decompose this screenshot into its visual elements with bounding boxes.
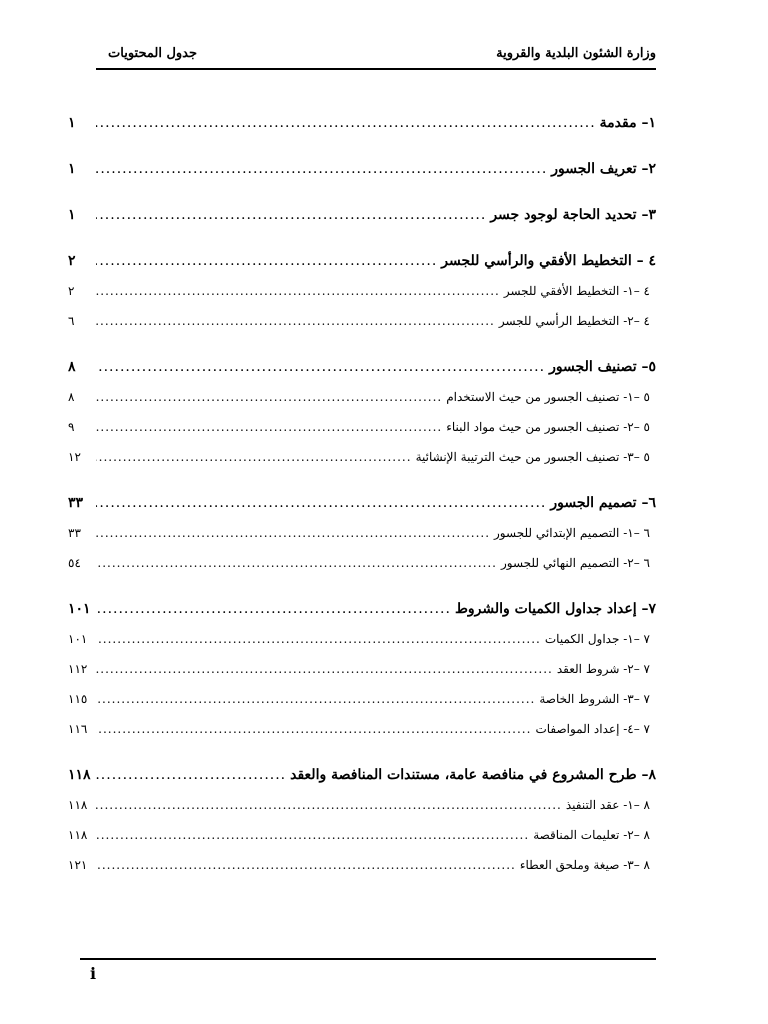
toc-section-entry[interactable] xyxy=(68,714,656,744)
toc-entry-title: ٥– تصنيف الجسور xyxy=(549,359,656,375)
toc-section-entry[interactable] xyxy=(68,654,656,684)
toc-entry-title: ٧ –٤- إعداد المواصفات xyxy=(535,722,650,736)
toc-page-number: ١١٥ xyxy=(68,692,88,706)
toc-dot-leader xyxy=(96,790,562,820)
toc-entry-title: ٨ –٣- صيغة وملحق العطاء xyxy=(519,858,650,872)
toc-entry-title: ٧ –١- جداول الكميات xyxy=(544,632,650,646)
toc-chapter-entry[interactable] xyxy=(68,352,656,382)
toc-page-number: ٥٤ xyxy=(68,556,81,570)
toc-page-number: ١ xyxy=(68,161,76,177)
toc-page-number: ١١٨ xyxy=(68,828,88,842)
toc-dot-leader xyxy=(96,654,553,684)
toc-dot-leader xyxy=(96,246,437,276)
toc-page-number: ٣٣ xyxy=(68,495,84,511)
toc-dot-leader xyxy=(96,200,486,230)
toc-dot-leader xyxy=(96,488,546,518)
toc-entry-title: ٥ –٢- تصنيف الجسور من حيث مواد البناء xyxy=(446,420,650,434)
toc-page-number: ٢ xyxy=(68,253,76,269)
toc-section-entry[interactable] xyxy=(68,624,656,654)
toc-dot-leader xyxy=(96,518,490,548)
toc-dot-leader xyxy=(96,154,547,184)
toc-section-entry[interactable] xyxy=(68,790,656,820)
toc-dot-leader xyxy=(96,352,545,382)
toc-entry-title: ٥ –١- تصنيف الجسور من حيث الاستخدام xyxy=(446,390,650,404)
toc-page-number: ١١٨ xyxy=(68,798,88,812)
toc-section-entry[interactable] xyxy=(68,382,656,412)
toc-section-entry[interactable] xyxy=(68,412,656,442)
toc-section-entry[interactable] xyxy=(68,306,656,336)
ministry-name: وزارة الشئون البلدية والقروية xyxy=(496,46,656,61)
toc-page-number: ٩ xyxy=(68,420,75,434)
toc-dot-leader xyxy=(96,684,535,714)
toc-entry-title: ٢– تعريف الجسور xyxy=(551,161,656,177)
toc-chapter-entry[interactable] xyxy=(68,200,656,230)
toc-entry-title: ٧ –٢- شروط العقد xyxy=(556,662,650,676)
toc-entry-title: ٨– طرح المشروع في منافصة عامة، مستندات المنافصة والعقد xyxy=(290,767,656,783)
toc-page-number: ٣٣ xyxy=(68,526,81,540)
toc-page-number: ٨ xyxy=(68,359,76,375)
toc-page-number: ١٠١ xyxy=(68,632,88,646)
toc-entry-title: ٦ –١- التصميم الإبتدائي للجسور xyxy=(494,526,650,540)
page-number: i xyxy=(90,964,97,983)
toc-dot-leader xyxy=(96,760,286,790)
toc-entry-title: ١– مقدمة xyxy=(599,115,656,131)
toc-section-entry[interactable] xyxy=(68,518,656,548)
toc-dot-leader xyxy=(96,412,442,442)
toc-entry-title: ٤ – التخطيط الأفقي والرأسي للجسر xyxy=(441,253,656,269)
toc-chapter-entry[interactable] xyxy=(68,154,656,184)
page-footer xyxy=(80,958,656,983)
toc-section-entry[interactable] xyxy=(68,276,656,306)
toc-entry-title: ٨ –٢- تعليمات المناقصة xyxy=(533,828,650,842)
toc-dot-leader xyxy=(96,714,531,744)
toc-section-entry[interactable] xyxy=(68,684,656,714)
toc-chapter-entry[interactable] xyxy=(68,594,656,624)
toc-page-number: ٢ xyxy=(68,284,75,298)
toc-page-number: ١٢١ xyxy=(68,858,88,872)
toc-dot-leader xyxy=(96,382,442,412)
page-header xyxy=(96,42,656,70)
toc-page-number: ٦ xyxy=(68,314,75,328)
toc-entry-title: ٤ –٢- التخطيط الرأسي للجسر xyxy=(498,314,650,328)
toc-entry-title: ٣– تحديد الحاجة لوجود جسر xyxy=(490,207,656,223)
toc-section-entry[interactable] xyxy=(68,548,656,578)
toc-entry-title: ٧ –٣- الشروط الخاصة xyxy=(539,692,650,706)
toc-page-number: ١٠١ xyxy=(68,601,91,617)
toc-entry-title: ٥ –٣- تصنيف الجسور من حيث الترتيبة الإنشائية xyxy=(415,450,650,464)
toc-dot-leader xyxy=(96,442,412,472)
toc-dot-leader xyxy=(96,306,495,336)
toc-chapter-entry[interactable] xyxy=(68,108,656,138)
toc-entry-title: ٧– إعداد جداول الكميات والشروط xyxy=(454,601,656,617)
toc-dot-leader xyxy=(96,548,497,578)
toc-section-entry[interactable] xyxy=(68,850,656,880)
toc-chapter-entry[interactable] xyxy=(68,246,656,276)
toc-page-number: ١١٢ xyxy=(68,662,88,676)
toc-dot-leader xyxy=(96,594,451,624)
toc-dot-leader xyxy=(96,276,500,306)
toc-page-number: ١ xyxy=(68,207,76,223)
toc-dot-leader xyxy=(96,624,541,654)
toc-page-number: ٨ xyxy=(68,390,75,404)
toc-dot-leader xyxy=(96,850,516,880)
toc-page-number: ١ xyxy=(68,115,76,131)
toc-section-entry[interactable] xyxy=(68,442,656,472)
toc-chapter-entry[interactable] xyxy=(68,760,656,790)
table-of-contents xyxy=(68,108,656,880)
toc-page-number: ١١٦ xyxy=(68,722,88,736)
toc-section-entry[interactable] xyxy=(68,820,656,850)
toc-entry-title: ٦– تصميم الجسور xyxy=(550,495,656,511)
toc-dot-leader xyxy=(96,820,529,850)
toc-dot-leader xyxy=(96,108,596,138)
toc-entry-title: ٦ –٢- التصميم النهائي للجسور xyxy=(500,556,650,570)
toc-chapter-entry[interactable] xyxy=(68,488,656,518)
section-title: جدول المحتويات xyxy=(108,46,198,61)
toc-entry-title: ٤ –١- التخطيط الأفقي للجسر xyxy=(503,284,650,298)
toc-page-number: ١١٨ xyxy=(68,767,91,783)
toc-page-number: ١٢ xyxy=(68,450,81,464)
toc-entry-title: ٨ –١- عقد التنفيذ xyxy=(565,798,650,812)
